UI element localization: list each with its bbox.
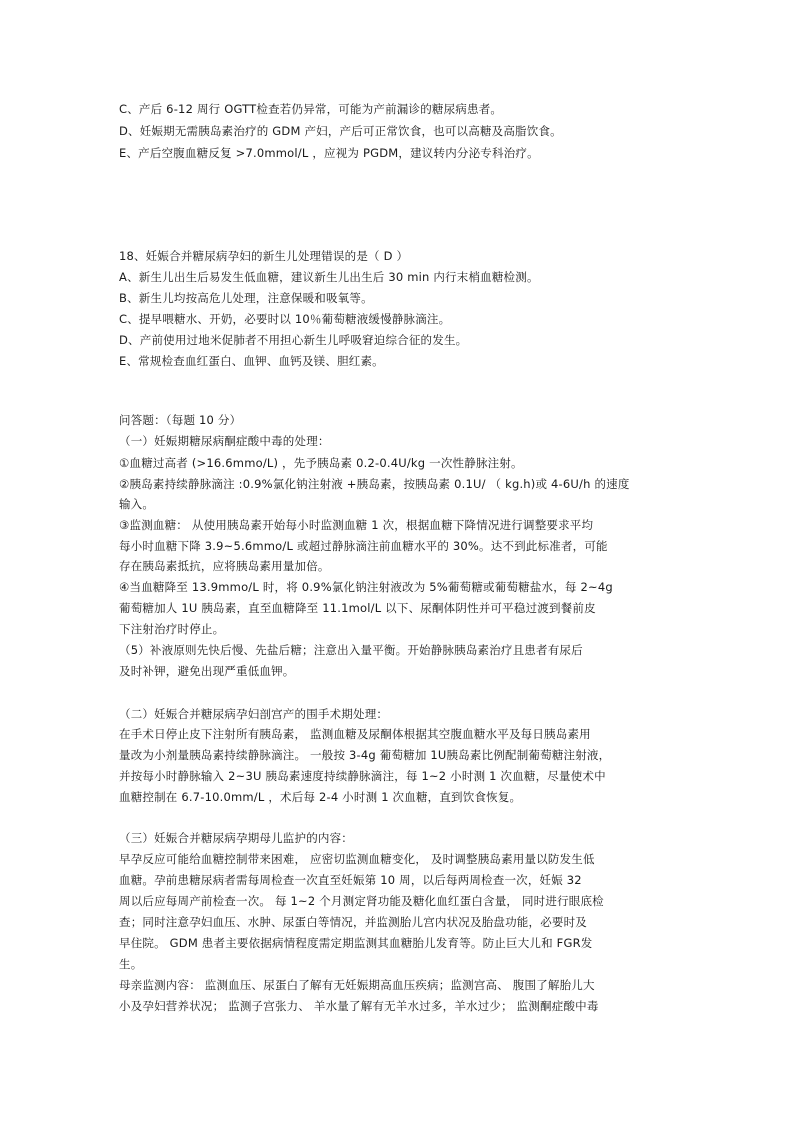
essay-1-step-2: ②胰岛素持续静脉滴注 :0.9%氯化钠注射液 +胰岛素，按胰岛素 0.1U/ （ kg.h)或 4-6U/h 的速度: [119, 477, 630, 491]
essay-2-para-line-4: 血糖控制在 6.7-10.0mm/L ，术后每 2-4 小时测 1 次血糖，直到饮食恢复。: [119, 790, 522, 804]
postpartum-option-d: D、妊娠期无需胰岛素治疗的 GDM 产妇，产后可正常饮食，也可以高糖及高脂饮食。: [119, 124, 562, 138]
essay-1-heading: （一）妊娠期糖尿病酮症酸中毒的处理：: [119, 434, 330, 448]
essay-2-para-line-2: 量改为小剂量胰岛素持续静脉滴注。 一般按 3-4g 葡萄糖加 1U胰岛素比例配制葡萄糖注射液，: [119, 748, 611, 762]
question-18-option-c: C、提早喂糖水、开奶，必要时以 10％葡萄糖液缓慢静脉滴注。: [119, 312, 451, 326]
essay-3-para-line-6: 生。: [119, 957, 143, 971]
essay-3-para-line-2: 血糖。孕前患糖尿病者需每周检查一次直至妊娠第 10 周，以后每两周检查一次，妊娠 32: [119, 873, 582, 887]
essay-1-step-3-cont-a: 每小时血糖下降 3.9~5.6mmo/L 或超过静脉滴注前血糖水平的 30%。达不到此标准者，可能: [119, 539, 608, 553]
essay-3-heading: （三）妊娠合并糖尿病孕期母儿监护的内容：: [119, 831, 353, 845]
essay-3-mother-monitoring-line-2: 小及孕妇营养状况； 监测子宫张力、 羊水量了解有无羊水过多，羊水过少； 监测酮症酸中毒: [119, 999, 599, 1013]
essay-1-step-5: （5）补液原则先快后慢、先盐后糖；注意出入量平衡。开始静脉胰岛素治疗且患者有尿后: [119, 643, 583, 657]
essay-1-step-4-cont-b: 下注射治疗时停止。: [119, 622, 225, 636]
question-18-option-d: D、产前使用过地米促肺者不用担心新生儿呼吸窘迫综合征的发生。: [119, 333, 468, 347]
essay-1-step-1: ①血糖过高者 (>16.6mmo/L) ，先予胰岛素 0.2-0.4U/kg 一次性静脉注射。: [119, 456, 523, 470]
question-18-option-e: E、常规检查血红蛋白、血钾、血钙及镁、胆红素。: [119, 354, 384, 368]
essay-1-step-3-cont-b: 存在胰岛素抵抗，应将胰岛素用量加倍。: [119, 559, 330, 573]
postpartum-option-e: E、产后空腹血糖反复 >7.0mmol/L ，应视为 PGDM，建议转内分泌专科治疗。: [119, 146, 539, 160]
essay-1-step-2-cont: 输入。: [119, 497, 155, 511]
question-18-option-b: B、新生儿均按高危儿处理，注意保暖和吸氧等。: [119, 291, 373, 305]
essay-3-para-line-3: 周以后应每周产前检查一次。 每 1~2 个月测定肾功能及糖化血红蛋白含量， 同时进行眼底检: [119, 894, 604, 908]
essay-1-step-3: ③监测血糖： 从使用胰岛素开始每小时监测血糖 1 次，根据血糖下降情况进行调整要求平均: [119, 518, 594, 532]
essay-1-step-4-cont-a: 葡萄糖加人 1U 胰岛素，直至血糖降至 11.1mol/L 以下、尿酮体阴性并可平稳过渡到餐前皮: [119, 601, 596, 615]
postpartum-option-c: C、产后 6-12 周行 OGTT检查若仍异常，可能为产前漏诊的糖尿病患者。: [119, 102, 503, 116]
essay-1-step-4: ④当血糖降至 13.9mmo/L 时，将 0.9%氯化钠注射液改为 5%葡萄糖或葡萄糖盐水，每 2~4g: [119, 580, 613, 594]
essay-1-step-5-cont: 及时补钾，避免出现严重低血钾。: [119, 664, 295, 678]
essay-3-para-line-1: 早孕反应可能给血糖控制带来困难， 应密切监测血糖变化， 及时调整胰岛素用量以防发生低: [119, 852, 595, 866]
essay-2-heading: （二）妊娠合并糖尿病孕妇剖宫产的围手术期处理：: [119, 707, 389, 721]
essay-2-para-line-1: 在手术日停止皮下注射所有胰岛素， 监测血糖及尿酮体根据其空腹血糖水平及每日胰岛素用: [119, 727, 591, 741]
essay-3-para-line-4: 查；同时注意孕妇血压、水肿、尿蛋白等情况，并监测胎儿宫内状况及胎盘功能，必要时及: [119, 915, 587, 929]
essay-2-para-line-3: 并按每小时静脉输入 2~3U 胰岛素速度持续静脉滴注，每 1~2 小时测 1 次血糖，尽量使术中: [119, 769, 606, 783]
question-18-stem: 18、妊娠合并糖尿病孕妇的新生儿处理错误的是（ D ）: [119, 249, 409, 263]
essay-3-mother-monitoring-line-1: 母亲监测内容： 监测血压、尿蛋白了解有无妊娠期高血压疾病；监测宫高、 腹围了解胎儿大: [119, 978, 595, 992]
essay-section-heading: 问答题：（每题 10 分）: [119, 413, 242, 427]
essay-3-para-line-5: 早住院。 GDM 患者主要依据病情程度需定期监测其血糖胎儿发育等。防止巨大儿和 FGR发: [119, 936, 593, 950]
question-18-option-a: A、新生儿出生后易发生低血糖，建议新生儿出生后 30 min 内行末梢血糖检测。: [119, 270, 539, 284]
